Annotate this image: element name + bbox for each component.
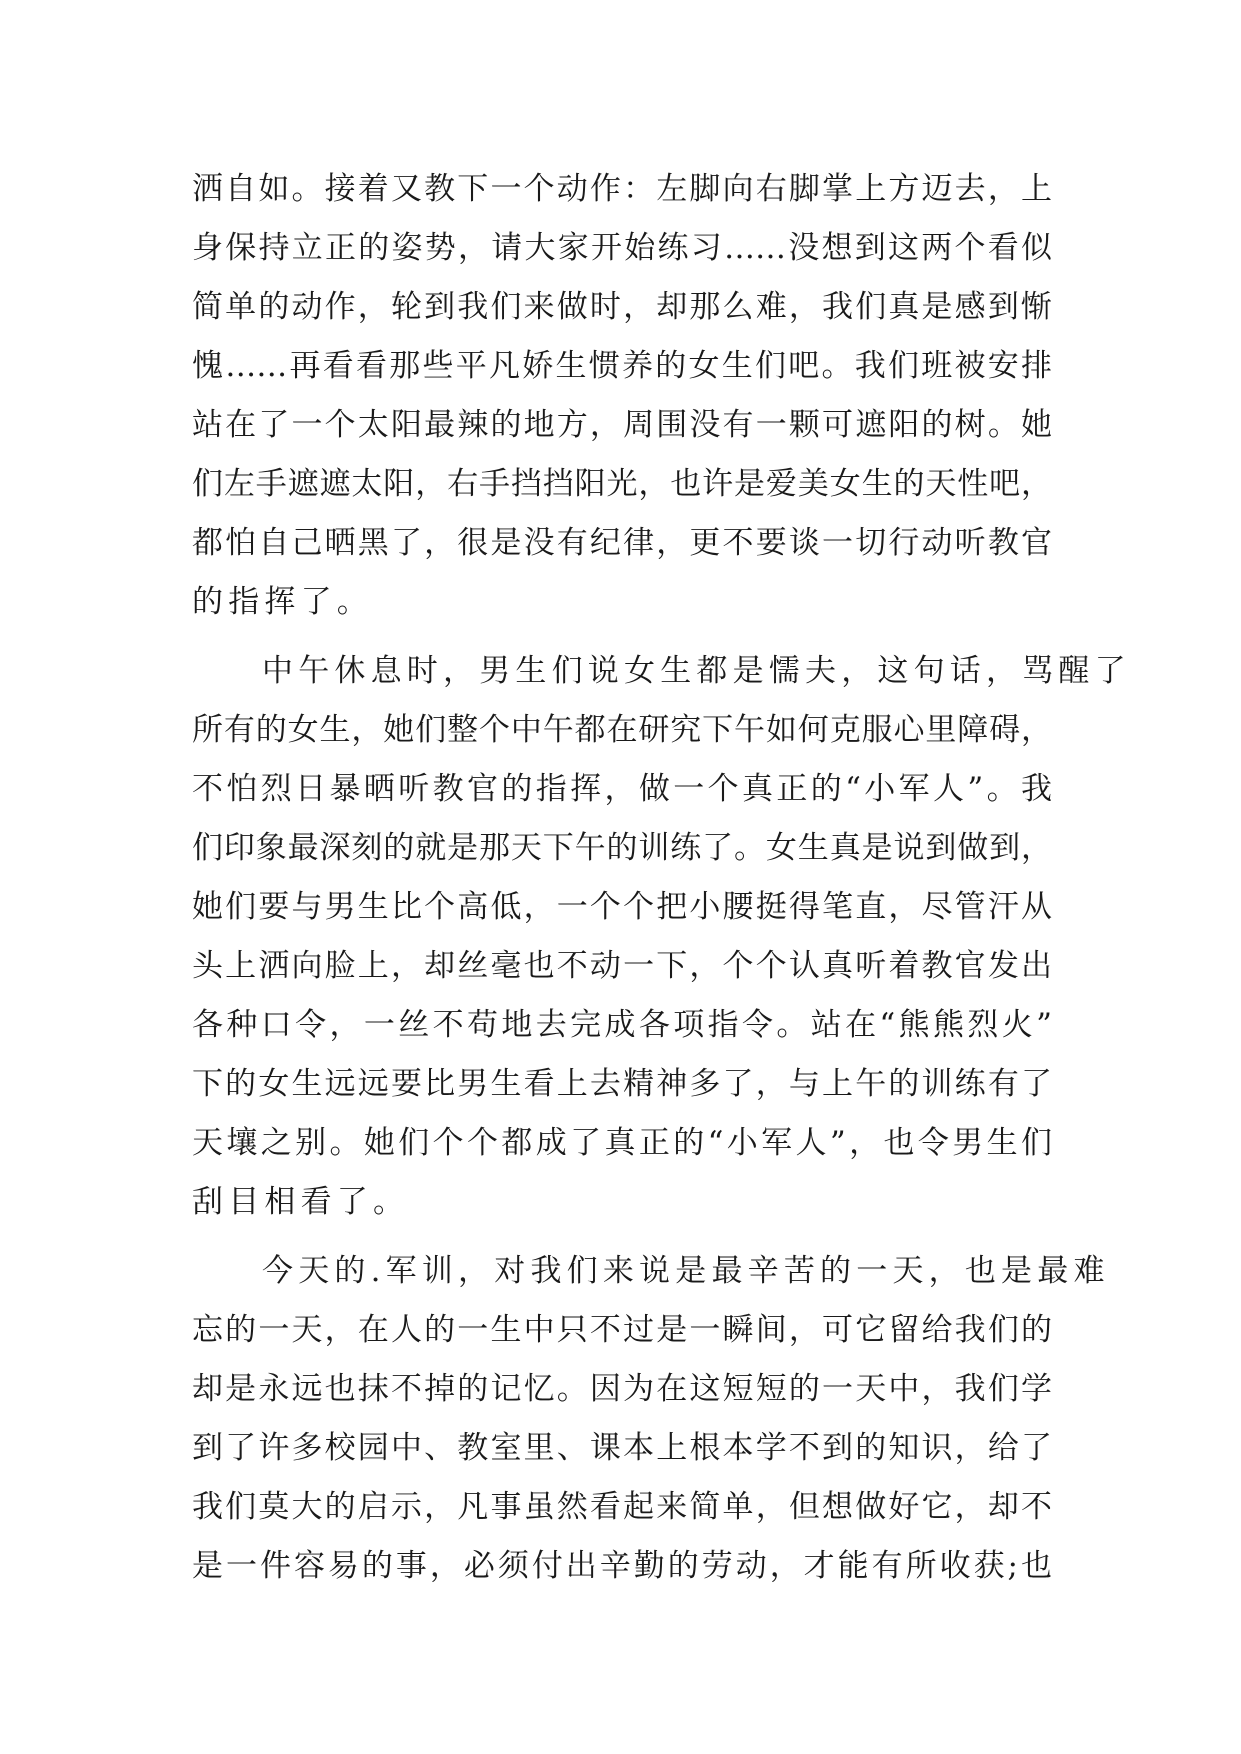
text-line: 所有的女生，她们整个中午都在研究下午如何克服心里障碍，: [192, 712, 1052, 748]
text-line: 简单的动作，轮到我们来做时，却那么难，我们真是感到惭: [192, 289, 1052, 325]
text-line: 身保持立正的姿势，请大家开始练习……没想到这两个看似: [192, 230, 1052, 266]
text-line: 我们莫大的启示，凡事虽然看起来简单，但想做好它，却不: [192, 1489, 1052, 1525]
text-line: 愧……再看看那些平凡娇生惯养的女生们吧。我们班被安排: [192, 348, 1052, 384]
text-line: 站在了一个太阳最辣的地方，周围没有一颗可遮阳的树。她: [192, 407, 1052, 443]
text-line: 各种口令，一丝不苟地去完成各项指令。站在“熊熊烈火”: [192, 1007, 1052, 1043]
text-line: 们印象最深刻的就是那天下午的训练了。女生真是说到做到，: [192, 830, 1052, 866]
text-line: 是一件容易的事，必须付出辛勤的劳动，才能有所收获;也: [192, 1548, 1052, 1584]
text-line: 们左手遮遮太阳，右手挡挡阳光，也许是爱美女生的天性吧，: [192, 466, 1052, 502]
text-line: 她们要与男生比个高低，一个个把小腰挺得笔直，尽管汗从: [192, 889, 1052, 925]
document-page: [192, 160, 1131, 1596]
text-line: 到了许多校园中、教室里、课本上根本学不到的知识，给了: [192, 1430, 1052, 1466]
text-line-indented: 中午休息时，男生们说女生都是懦夫，这句话，骂醒了: [262, 653, 1131, 689]
text-line: 刮目相看了。: [192, 1184, 410, 1220]
paragraph-gap: [192, 632, 1052, 642]
text-line: 都怕自己晒黑了，很是没有纪律，更不要谈一切行动听教官: [192, 525, 1052, 561]
text-line: 却是永远也抹不掉的记忆。因为在这短短的一天中，我们学: [192, 1371, 1052, 1407]
paragraph-1: [192, 160, 1052, 632]
text-line: 下的女生远远要比男生看上去精神多了，与上午的训练有了: [192, 1066, 1052, 1102]
paragraph-3: [192, 1242, 1110, 1596]
text-line: 头上洒向脸上，却丝毫也不动一下，个个认真听着教官发出: [192, 948, 1052, 984]
paragraph-2: [192, 642, 1131, 1232]
text-line: 洒自如。接着又教下一个动作：左脚向右脚掌上方迈去，上: [192, 171, 1052, 207]
text-line: 天壤之别。她们个个都成了真正的“小军人”，也令男生们: [192, 1125, 1052, 1161]
text-line: 不怕烈日暴晒听教官的指挥，做一个真正的“小军人”。我: [192, 771, 1052, 807]
paragraph-gap: [192, 1232, 1052, 1242]
text-line: 忘的一天，在人的一生中只不过是一瞬间，可它留给我们的: [192, 1312, 1052, 1348]
text-line: 的指挥了。: [192, 584, 373, 620]
text-line-indented: 今天的.军训，对我们来说是最辛苦的一天，也是最难: [262, 1253, 1110, 1289]
